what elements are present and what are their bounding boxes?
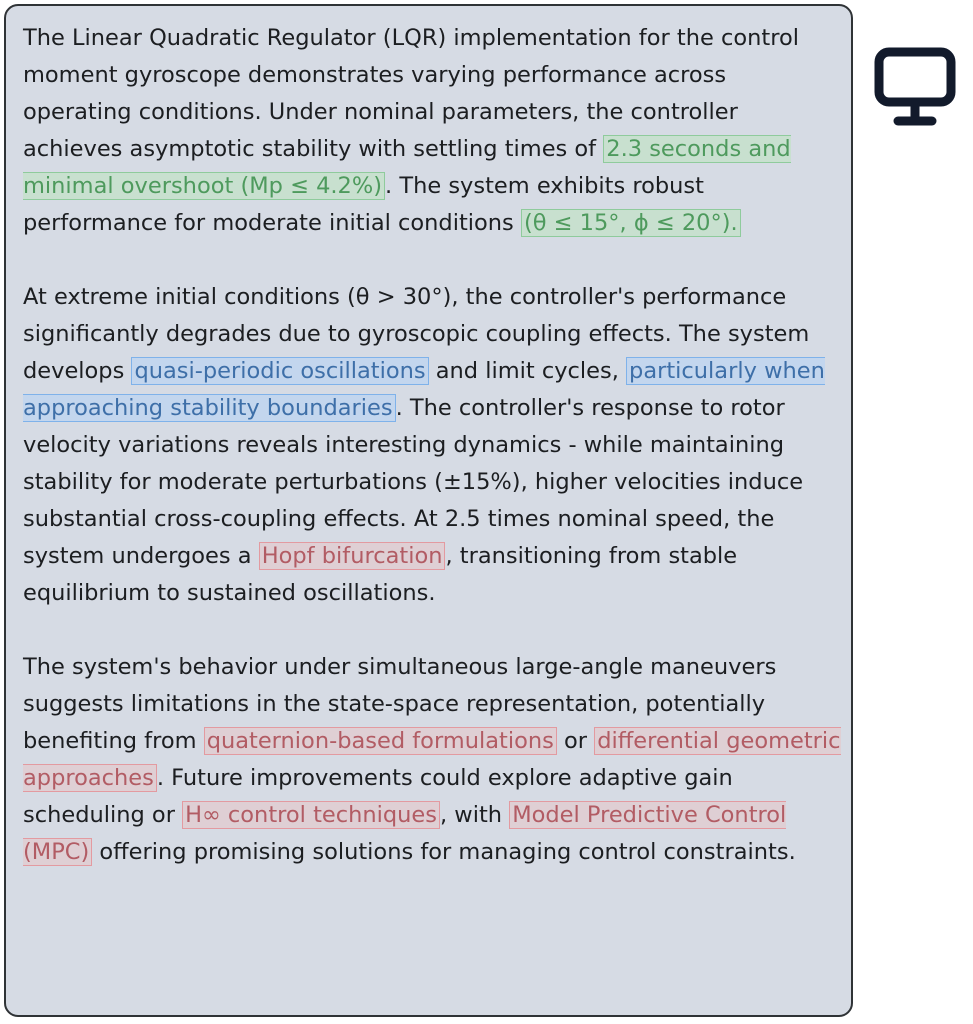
text-segment: . Future improvements could explore adaptive gain scheduling or bbox=[23, 765, 733, 828]
highlight-red: Hopf bifurcation bbox=[259, 542, 446, 570]
monitor-icon bbox=[872, 44, 958, 130]
paragraph bbox=[23, 649, 841, 871]
text-segment: The system's behavior under simultaneous large-angle maneuvers suggests limitations in the state-space representation, potentially benefiting from bbox=[23, 654, 777, 754]
text-segment: , transitioning from stable equilibrium to sustained oscillations. bbox=[23, 543, 738, 606]
highlight-red: H∞ control techniques bbox=[182, 801, 440, 829]
highlight-green: (θ ≤ 15°, ϕ ≤ 20°). bbox=[521, 209, 741, 237]
highlight-red: quaternion-based formulations bbox=[204, 727, 557, 755]
highlight-red: differential geometric approaches bbox=[23, 728, 841, 791]
text-segment: . The system exhibits robust performance for moderate initial conditions bbox=[23, 173, 704, 236]
paragraph bbox=[23, 20, 841, 242]
text-segment: and limit cycles, bbox=[428, 358, 627, 384]
highlight-blue: particularly when approaching stability boundaries bbox=[23, 358, 825, 421]
text-segment: or bbox=[556, 728, 595, 754]
text-segment: , with bbox=[439, 802, 510, 828]
text-segment: offering promising solutions for managing control constraints. bbox=[92, 839, 796, 865]
text-segment: The Linear Quadratic Regulator (LQR) implementation for the control moment gyroscope demonstrates varying performance across operating conditions. Under nominal parameters, the controller achieves asymptotic stability with settling times of bbox=[23, 25, 799, 162]
text-segment: At extreme initial conditions (θ > 30°), the controller's performance significantly degrades due to gyroscopic coupling effects. The system develops bbox=[23, 284, 810, 384]
highlight-red: Model Predictive Control (MPC) bbox=[23, 802, 787, 865]
message-card bbox=[4, 4, 853, 1017]
highlight-blue: quasi-periodic oscillations bbox=[131, 357, 428, 385]
paragraph bbox=[23, 279, 841, 612]
highlight-green: 2.3 seconds and minimal overshoot (Mp ≤ 4.2%) bbox=[23, 136, 791, 199]
text-segment: . The controller's response to rotor velocity variations reveals interesting dynamics - while maintaining stability for moderate perturbations (±15%), higher velocities induce substantial cross-coupling effects. At 2.5 times nominal speed, the system undergoes a bbox=[23, 395, 804, 569]
